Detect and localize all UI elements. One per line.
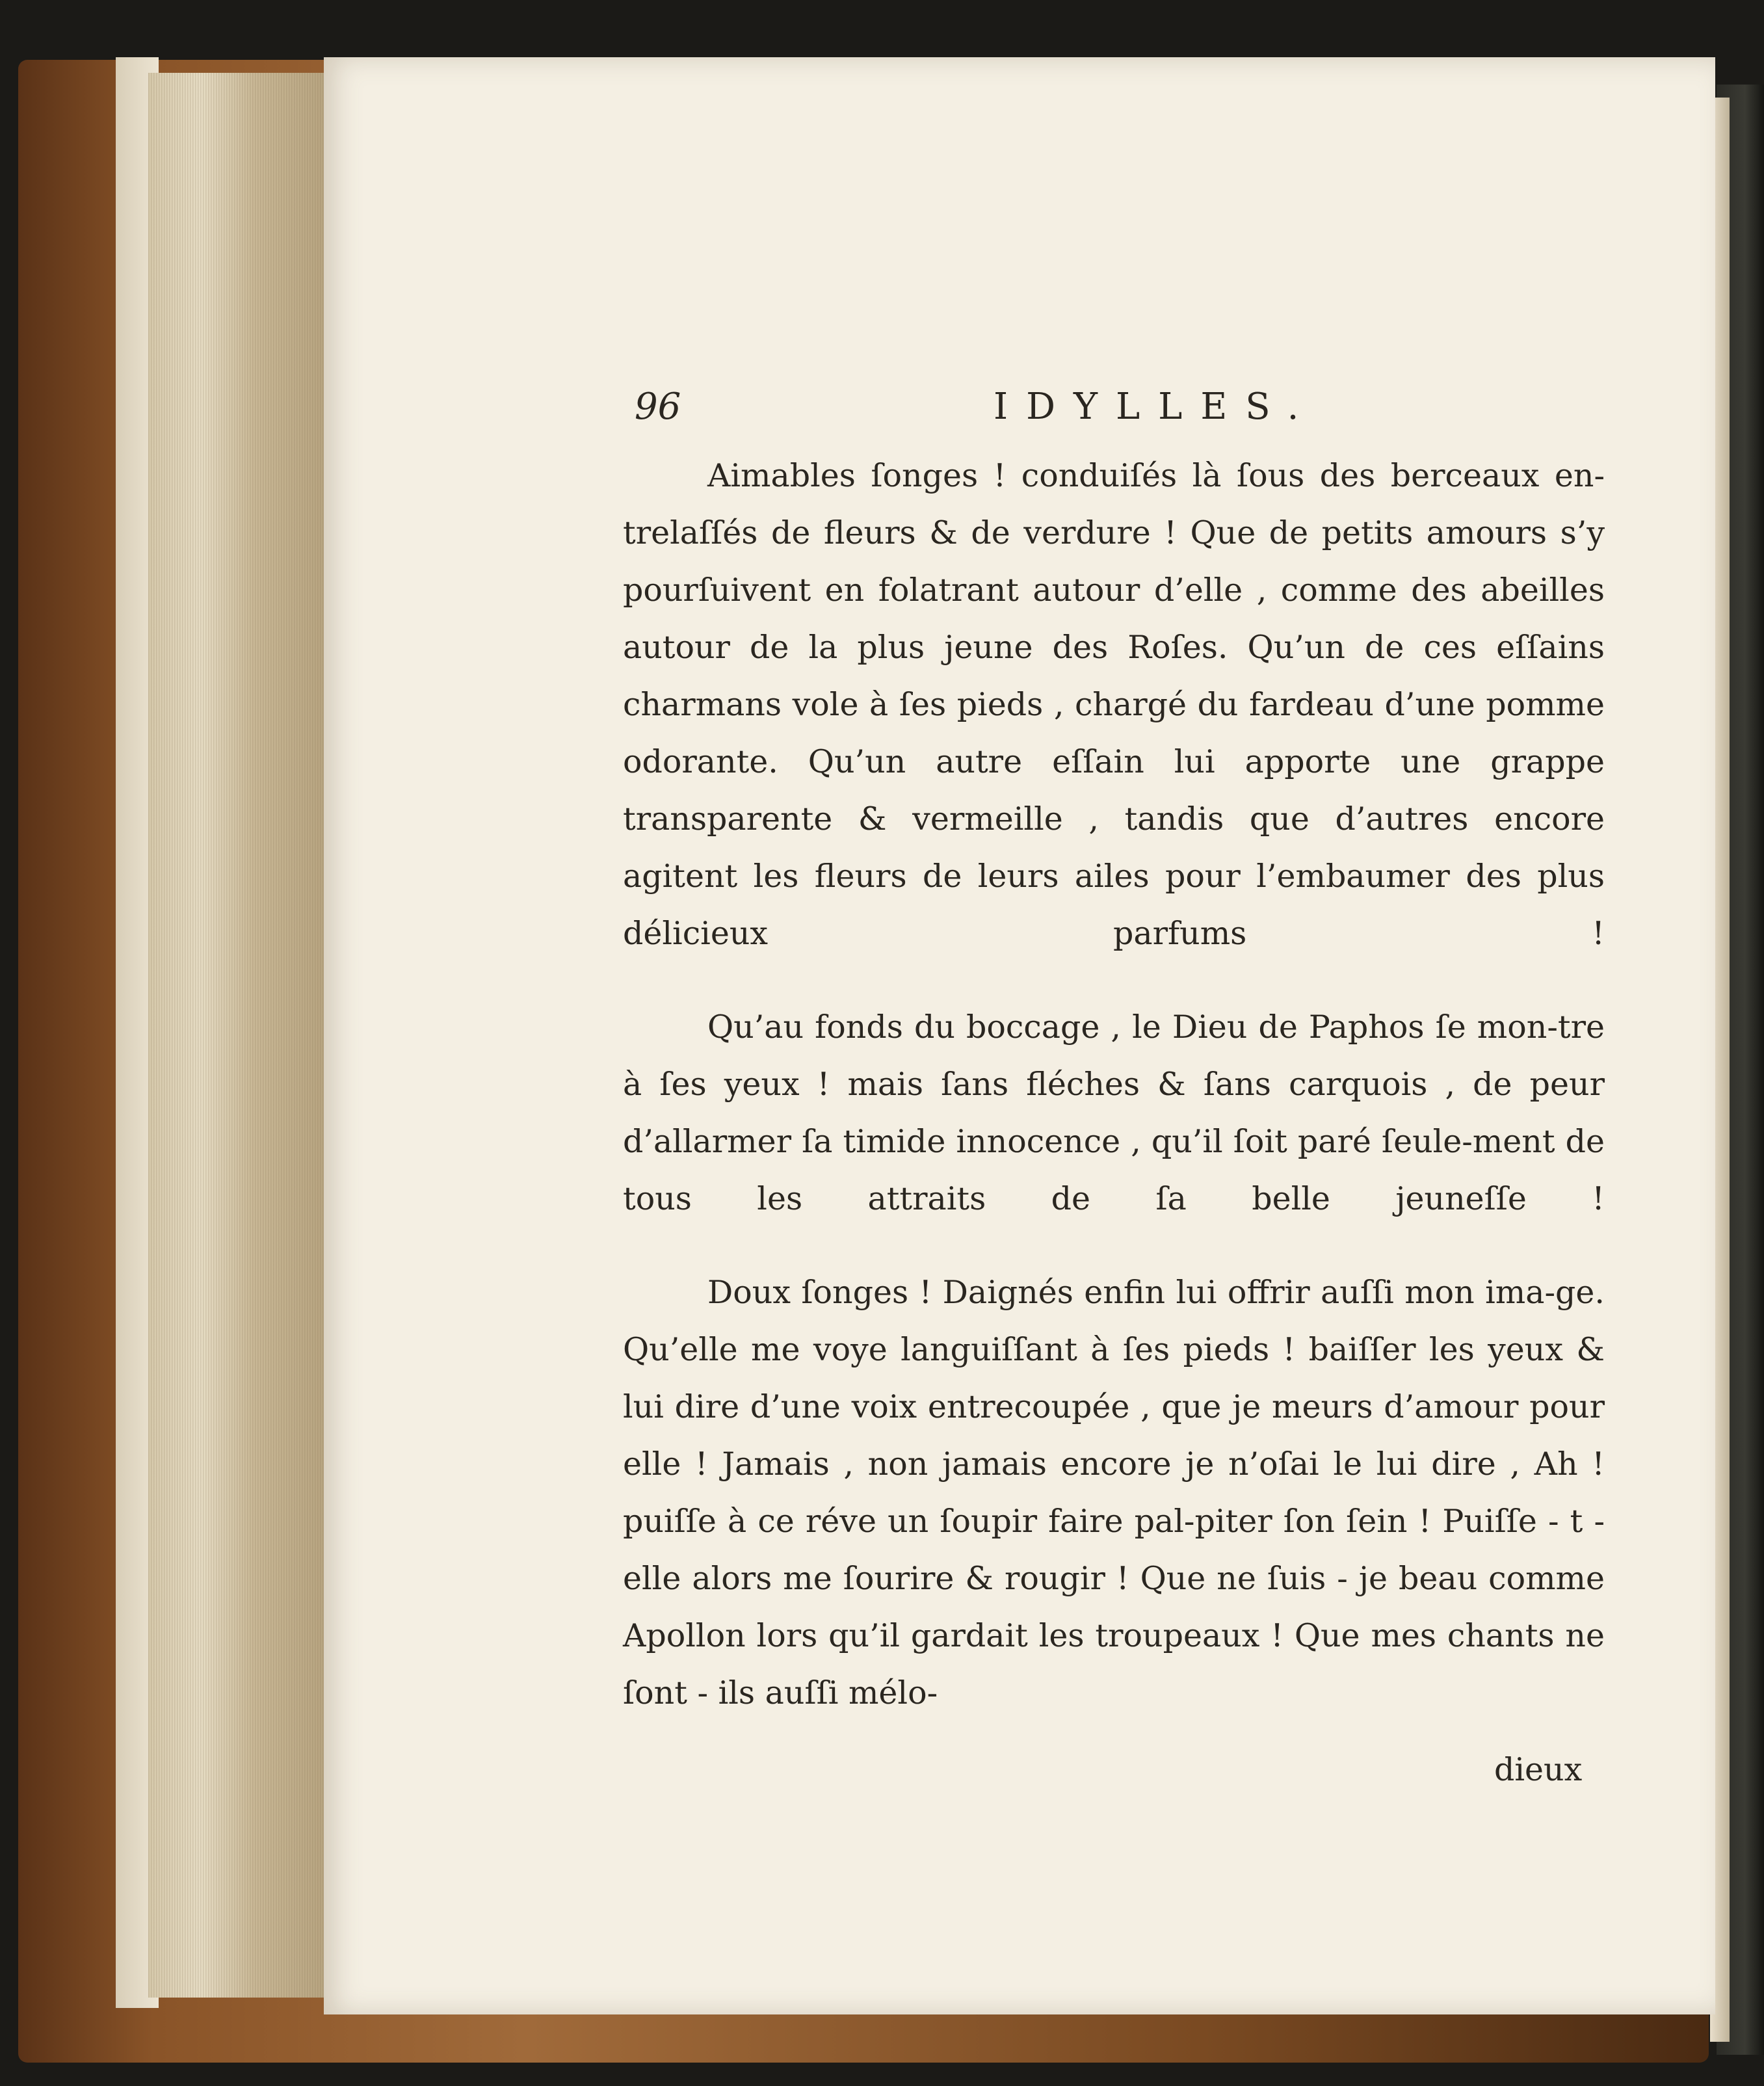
page-number: 96 bbox=[635, 386, 681, 428]
page-header bbox=[324, 386, 1715, 438]
book-page bbox=[324, 57, 1715, 2014]
paragraph-1: Aimables ſonges ! conduiſés là ſous des berceaux en-trelaſſés de fleurs & de verdure ! Que de petits amours s’y pourſuivent en folatrant autour d’elle , comme des abeilles autour de la plus jeune des Roſes. Qu’un de ces eſſains charmans vole à ſes pieds , chargé du fardeau d’une pomme odorante. Qu’un autre eſſain lui apporte une grappe transparente & vermeille , tandis que d’autres encore agitent les fleurs de leurs ailes pour l’embaumer des plus délicieux parfums ! bbox=[623, 457, 1605, 952]
catchword: dieux bbox=[1494, 1751, 1583, 1788]
paragraph-3: Doux ſonges ! Daignés enfin lui offrir auſſi mon ima-ge. Qu’elle me voye languiſſant à ſes pieds ! baiſſer les yeux & lui dire d’une voix entrecoupée , que je meurs d’amour pour elle ! Jamais , non jamais encore je n’oſai le lui dire , Ah ! puiſſe à ce réve un ſoupir faire pal-piter ſon ſein ! Puiſſe - t - elle alors me ſourire & rougir ! Que ne ſuis - je beau comme Apollon lors qu’il gardait les troupeaux ! Que mes chants ne ſont - ils auſſi mélo- bbox=[623, 1274, 1605, 1711]
body-text bbox=[623, 447, 1605, 1722]
paragraph-2: Qu’au fonds du boccage , le Dieu de Paphos ſe mon-tre à ſes yeux ! mais ſans fléches & ſans carquois , de peur d’allarmer ſa timide innocence , qu’il ſoit paré ſeule-ment de tous les attraits de ſa belle jeuneſſe ! bbox=[623, 1009, 1605, 1217]
page-fore-edge bbox=[148, 73, 324, 1998]
running-head: IDYLLES. bbox=[994, 386, 1317, 428]
